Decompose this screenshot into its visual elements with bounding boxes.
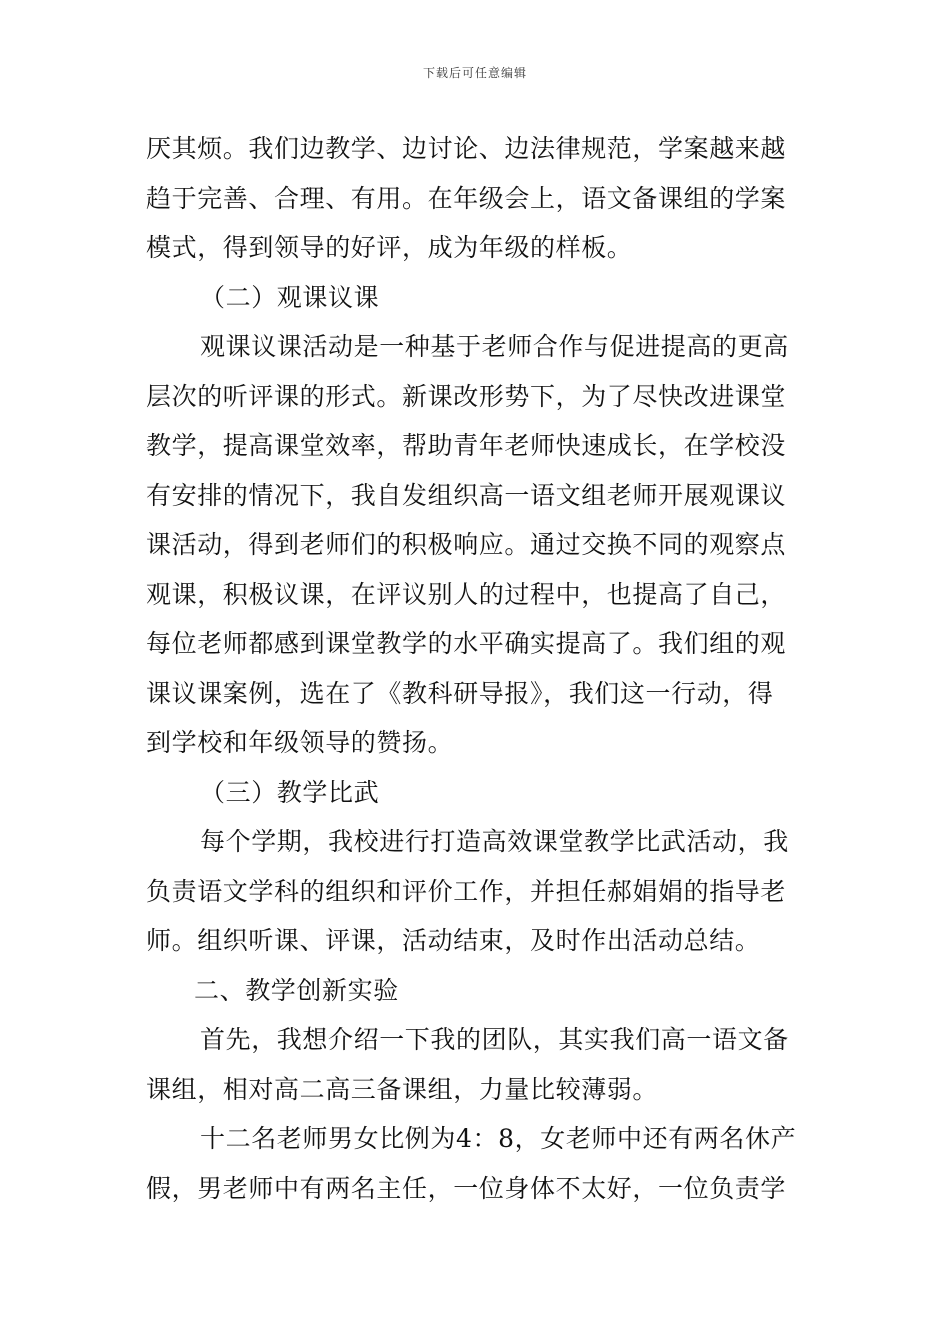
text-line: 模式，得到领导的好评，成为年级的样板。 <box>146 233 633 262</box>
paragraph-start: 观课议课活动是一种基于老师合作与促进提高的更高 <box>200 332 789 361</box>
section-heading: （三）教学比武 <box>200 777 380 807</box>
text-line: 课议课案例，选在了《教科研导报》，我们这一行动，得 <box>146 678 774 708</box>
text-line: 每位老师都感到课堂教学的水平确实提高了。我们组的观 <box>146 629 787 658</box>
paragraph-start: 每个学期，我校进行打造高效课堂教学比武活动，我 <box>200 827 789 856</box>
paragraph-start: 十二名老师男女比例为4：8，女老师中还有两名休产 <box>200 1124 797 1153</box>
text-line: 有安排的情况下，我自发组织高一语文组老师开展观课议 <box>146 480 787 510</box>
text-line: 趋于完善、合理、有用。在年级会上，语文备课组的学案 <box>146 183 787 213</box>
text-line: 课组，相对高二高三备课组，力量比较薄弱。 <box>146 1074 659 1104</box>
section-heading: （二）观课议课 <box>200 282 380 312</box>
section-heading: 二、教学创新实验 <box>194 975 399 1005</box>
text-line: 教学，提高课堂效率，帮助青年老师快速成长，在学校没 <box>146 431 787 460</box>
page-header: 下载后可任意编辑 <box>422 66 527 80</box>
text-line: 层次的听评课的形式。新课改形势下，为了尽快改进课堂 <box>146 381 787 411</box>
text-line: 师。组织听课、评课，活动结束，及时作出活动总结。 <box>146 926 761 955</box>
text-line: 观课，积极议课，在评议别人的过程中，也提高了自己， <box>146 579 787 609</box>
text-line: 负责语文学科的组织和评价工作，并担任郝娟娟的指导老 <box>146 876 787 906</box>
text-line: 课活动，得到老师们的积极响应。通过交换不同的观察点 <box>146 530 787 559</box>
text-line: 厌其烦。我们边教学、边讨论、边法律规范，学案越来越 <box>146 134 787 163</box>
paragraph-start: 首先，我想介绍一下我的团队，其实我们高一语文备 <box>200 1025 789 1054</box>
text-line: 到学校和年级领导的赞扬。 <box>146 728 454 757</box>
text-line: 假，男老师中有两名主任，一位身体不太好，一位负责学 <box>146 1173 787 1203</box>
document-body <box>146 124 806 1213</box>
